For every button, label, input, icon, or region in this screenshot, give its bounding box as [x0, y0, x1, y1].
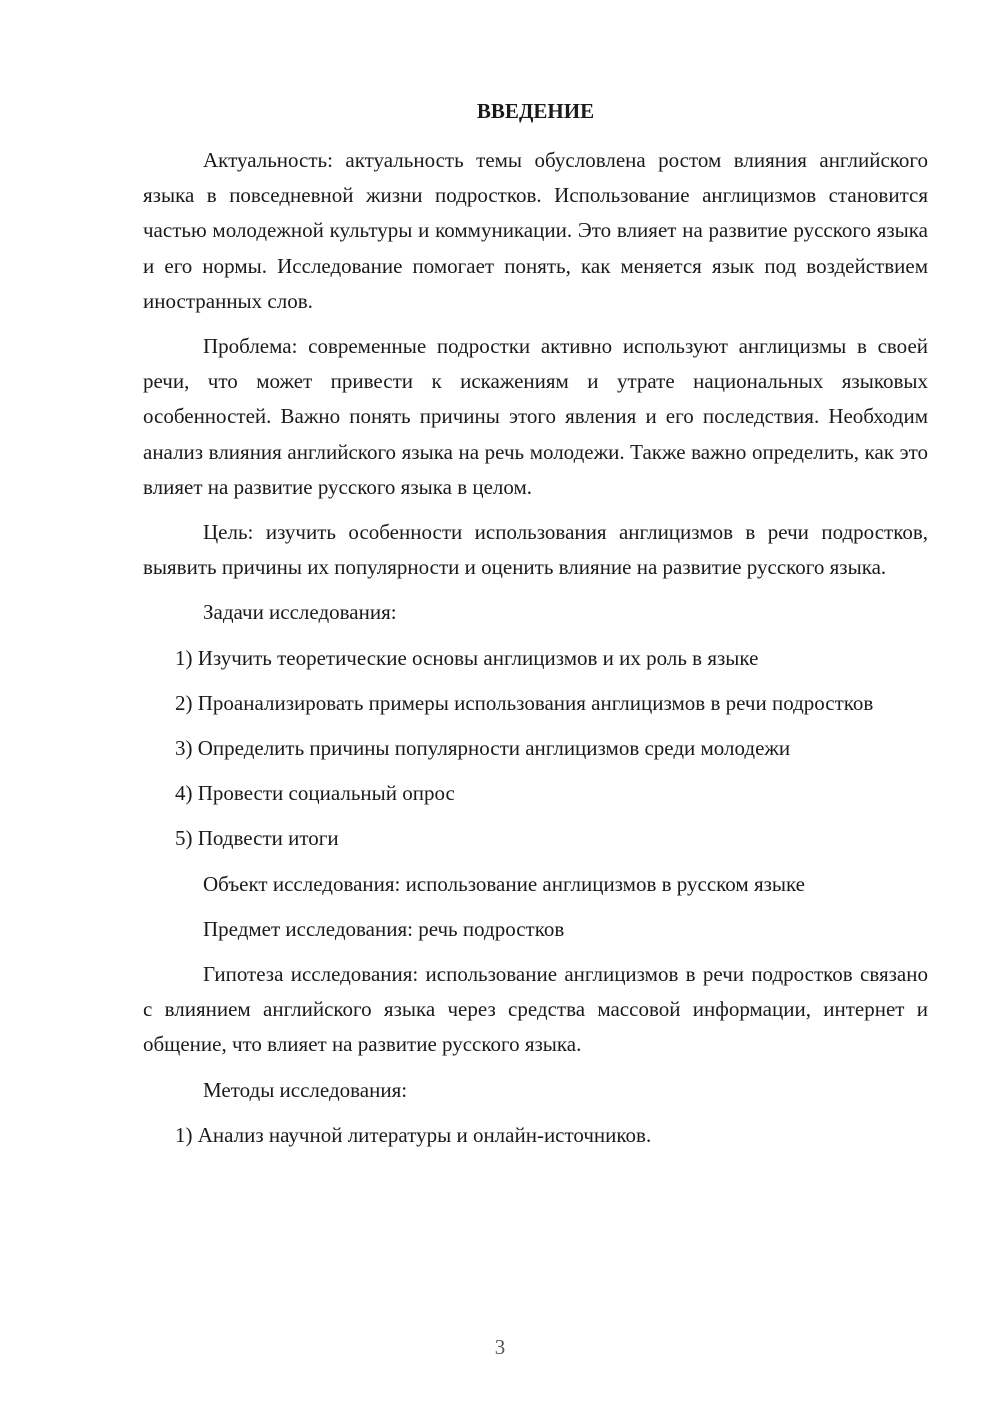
method-item: 1) Анализ научной литературы и онлайн-источников. — [175, 1122, 652, 1147]
relevance-paragraph: Актуальность: актуальность темы обусловлена ростом влияния английского языка в повседневной жизни подростков. Использование англицизмов становится частью молодежной культуры и коммуникации. Это влияет на развитие русского языка и его нормы. Исследование помогает понять, как меняется язык под воздействием иностранных слов. — [143, 148, 928, 313]
task-item: 2) Проанализировать примеры использования англицизмов в речи подростков — [175, 690, 874, 715]
tasks-heading: Задачи исследования: — [203, 600, 397, 625]
object-paragraph: Объект исследования: использование англицизмов в русском языке — [203, 871, 806, 896]
page-title: ВВЕДЕНИЕ — [476, 99, 595, 123]
problem-paragraph: Проблема: современные подростки активно используют англицизмы в своей речи, что может привести к искажениям и утрате национальных языковых особенностей. Важно понять причины этого явления и его последствия. Необходим анализ влияния английского языка на речь молодежи. Также важно определить, как это влияет на развитие русского языка в целом. — [143, 334, 928, 499]
task-item: 4) Провести социальный опрос — [175, 781, 455, 806]
methods-heading: Методы исследования: — [203, 1077, 408, 1102]
goal-paragraph: Цель: изучить особенности использования англицизмов в речи подростков, выявить причины их популярности и оценить влияние на развитие русского языка. — [143, 520, 928, 580]
hypothesis-paragraph: Гипотеза исследования: использование англицизмов в речи подростков связано с влиянием английского языка через средства массовой информации, интернет и общение, что влияет на развитие русского языка. — [143, 962, 928, 1057]
task-item: 5) Подвести итоги — [175, 826, 339, 851]
page-number: 3 — [494, 1335, 506, 1359]
task-item: 1) Изучить теоретические основы англицизмов и их роль в языке — [175, 645, 759, 670]
task-item: 3) Определить причины популярности англицизмов среди молодежи — [175, 736, 791, 761]
document-body — [143, 143, 928, 1163]
subject-paragraph: Предмет исследования: речь подростков — [203, 916, 565, 941]
